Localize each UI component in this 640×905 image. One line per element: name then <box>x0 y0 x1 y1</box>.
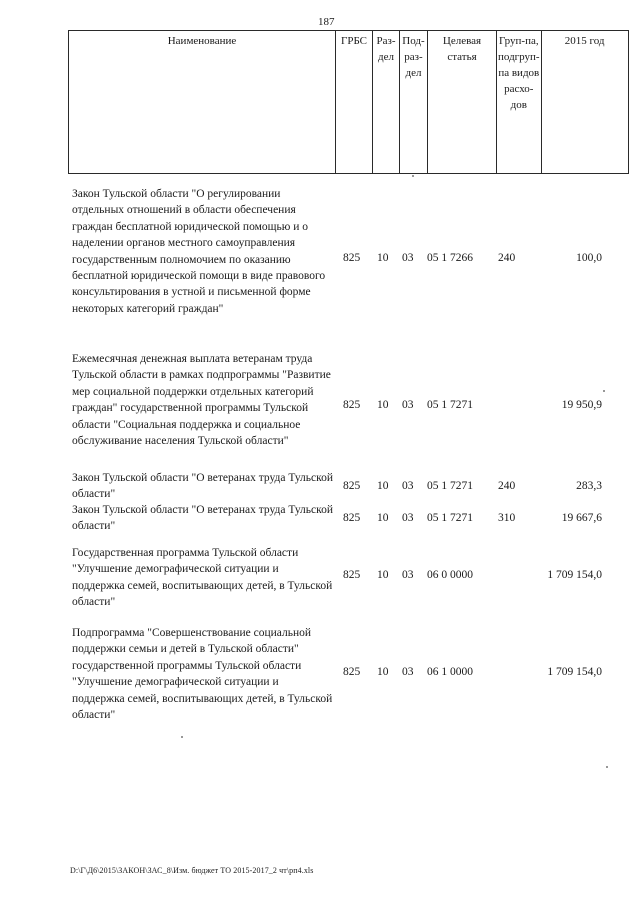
row-cells <box>0 397 640 413</box>
row-target: 05 1 7271 <box>427 399 473 411</box>
scan-speck <box>603 390 605 392</box>
row-razdel: 10 <box>377 480 389 492</box>
header-name: Наименование <box>69 31 336 174</box>
row-razdel: 10 <box>377 666 389 678</box>
header-group: Груп-па, подгруп-па видов расхо-дов <box>497 31 542 174</box>
table-header <box>68 30 629 174</box>
row-name: Закон Тульской области "О регулировании отдельных отношений в области обеспечения граждан бесплатной юридической помощью и о наделении органов местного самоуправления государственным полномочием по оказанию бесплатной юридической помощи в виде правового консультирования в устной и письменной форме некоторых категорий граждан" <box>72 188 326 315</box>
scan-speck <box>606 766 608 768</box>
row-amount: 19 667,6 <box>561 512 602 524</box>
row-podrazdel: 03 <box>402 512 414 524</box>
row-grbs: 825 <box>343 480 361 492</box>
row-podrazdel: 03 <box>402 480 414 492</box>
row-target: 05 1 7271 <box>427 512 473 524</box>
header-grbs: ГРБС <box>336 31 373 174</box>
row-podrazdel: 03 <box>402 252 414 264</box>
row-target: 05 1 7271 <box>427 480 473 492</box>
row-podrazdel: 03 <box>402 399 414 411</box>
scan-speck <box>412 175 414 177</box>
row-cells <box>0 664 640 680</box>
row-name: Закон Тульской области "О ветеранах труда Тульской области" <box>72 504 334 533</box>
row-grbs: 825 <box>343 512 361 524</box>
row-podrazdel: 03 <box>402 666 414 678</box>
row-name: Подпрограмма "Совершенствование социальной поддержки семьи и детей в Тульской области" государственной программы Тульской области "Улучшение демографической ситуации и поддержка семей, воспитывающих детей, в Тульской области" <box>72 627 333 722</box>
row-grbs: 825 <box>343 569 361 581</box>
footer-file-path: D:\Г\Д6\2015\ЗАКОН\ЗАС_8\Изм. бюджет ТО 2015-2017_2 чт\рп4.xls <box>70 866 314 875</box>
header-razdel: Раз-дел <box>373 31 400 174</box>
row-amount: 19 950,9 <box>561 399 602 411</box>
row-podrazdel: 03 <box>402 569 414 581</box>
row-group: 310 <box>498 512 516 524</box>
row-amount: 1 709 154,0 <box>547 666 602 678</box>
header-amount: 2015 год <box>541 31 628 174</box>
header-podrazdel: Под-раз-дел <box>400 31 428 174</box>
row-cells <box>0 567 640 583</box>
row-cells <box>0 478 640 494</box>
row-target: 06 1 0000 <box>427 666 473 678</box>
scan-speck <box>181 736 183 738</box>
row-group: 240 <box>498 480 516 492</box>
row-name: Ежемесячная денежная выплата ветеранам труда Тульской области в рамках подпрограммы "Развитие мер социальной поддержки отдельных категорий граждан" государственной программы Тульской области "Социальная поддержка и социальное обслуживание населения Тульской области" <box>72 353 331 448</box>
row-razdel: 10 <box>377 399 389 411</box>
row-amount: 283,3 <box>576 480 602 492</box>
row-group: 240 <box>498 252 516 264</box>
row-name: Государственная программа Тульской области "Улучшение демографической ситуации и поддержка семей, воспитывающих детей, в Тульской области" <box>72 547 333 609</box>
row-name: Закон Тульской области "О ветеранах труда Тульской области" <box>72 472 334 501</box>
row-target: 05 1 7266 <box>427 252 473 264</box>
row-grbs: 825 <box>343 666 361 678</box>
row-amount: 100,0 <box>576 252 602 264</box>
row-target: 06 0 0000 <box>427 569 473 581</box>
row-cells <box>0 250 640 266</box>
row-cells <box>0 510 640 526</box>
row-grbs: 825 <box>343 399 361 411</box>
row-amount: 1 709 154,0 <box>547 569 602 581</box>
header-target: Целевая статья <box>428 31 497 174</box>
page-number: 187 <box>318 16 335 28</box>
row-razdel: 10 <box>377 252 389 264</box>
row-razdel: 10 <box>377 569 389 581</box>
row-razdel: 10 <box>377 512 389 524</box>
row-grbs: 825 <box>343 252 361 264</box>
